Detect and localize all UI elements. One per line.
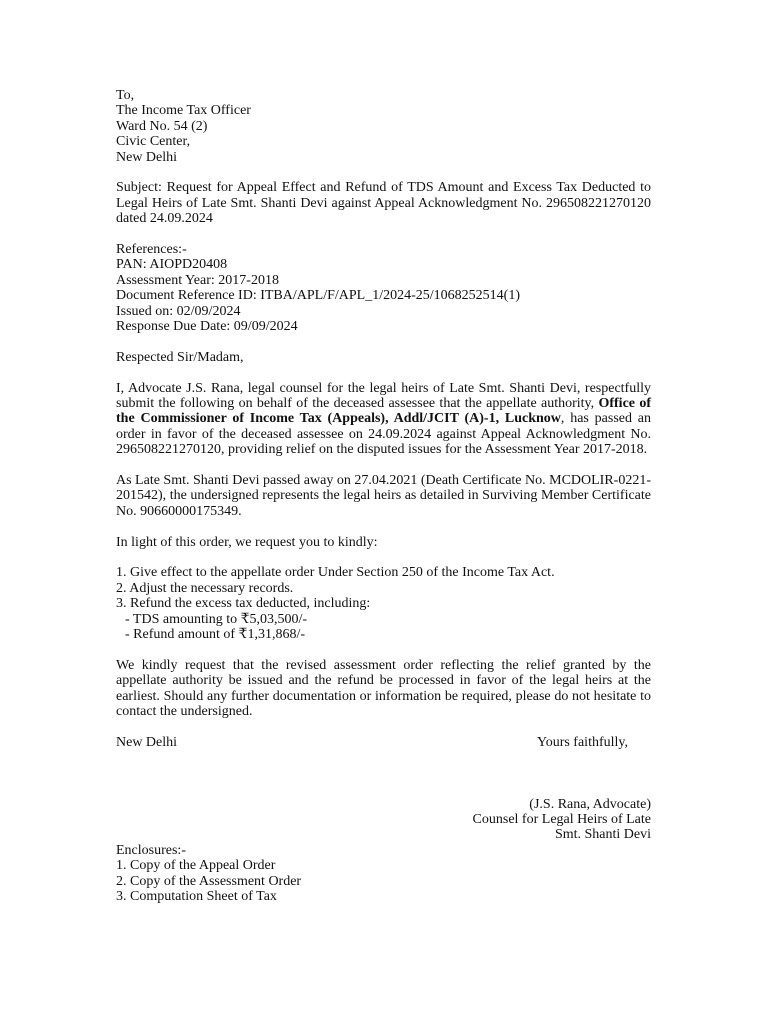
signature-line: (J.S. Rana, Advocate) [529,796,651,812]
signature-line: Smt. Shanti Devi [554,827,651,843]
paragraph-text: , has passed an order in favor of the deceased assessee on 24.09.2024 against Appeal Acknowledgment No. 296508221270120, providing relief on the disputed issues for the Assessment Year 2017-2018. [116,411,651,458]
references-heading: References:- [116,242,187,258]
recipient-line: New Delhi [116,149,178,165]
request-list [116,565,651,642]
appellate-authority-name: Office of the Commissioner of Income Tax (Appeals), Addl/JCIT (A)-1, Lucknow [116,396,651,427]
salutation-to: To, [116,88,135,103]
place-text: New Delhi [116,734,178,750]
recipient-line: Ward No. 54 (2) [116,118,208,134]
paragraph-text: I, Advocate J.S. Rana, legal counsel for the legal heirs of Late Smt. Shanti Devi, respectfully submit the following on behalf of the deceased assessee that the appellate authority, [116,380,651,412]
subject-line: Subject: Request for Appeal Effect and Refund of TDS Amount and Excess Tax Deducted to Legal Heirs of Late Smt. Shanti Devi against Appeal Acknowledgment No. 296508221270120 dated 24.09.2024 [116,180,651,227]
reference-line: Issued on: 02/09/2024 [116,303,241,319]
request-intro: In light of this order, we request you to kindly: [116,534,378,550]
letter-body [116,88,651,904]
paragraph-legal-heirs: As Late Smt. Shanti Devi passed away on 27.04.2021 (Death Certificate No. MCDOLIR-0221-201542), the undersigned represents the legal heirs as detailed in Surviving Member Certificate No. 90660000175349. [116,473,652,519]
paragraph-closing-request: We kindly request that the revised assessment order reflecting the relief granted by the appellate authority be issued and the refund be processed in favor of the legal heirs at the earliest. Should any further documentation or information be required, please do not hesitate to contact the undersigned. [116,657,651,720]
reference-line: Document Reference ID: ITBA/APL/F/APL_1/2024-25/1068252514(1) [116,288,520,304]
enclosures-block [116,843,651,905]
request-item: 1. Give effect to the appellate order Under Section 250 of the Income Tax Act. [116,565,555,581]
enclosures-heading: Enclosures:- [116,842,186,858]
request-item: 3. Refund the excess tax deducted, including: [116,596,371,612]
place-and-closing [116,735,651,750]
reference-line: PAN: AIOPD20408 [116,257,228,273]
enclosure-item: 2. Copy of the Assessment Order [116,873,302,889]
recipient-line: The Income Tax Officer [116,103,251,119]
recipient-block [116,88,651,165]
refund-item: - Refund amount of ₹1,31,868/- [125,627,305,643]
reference-line: Response Due Date: 09/09/2024 [116,319,298,335]
signature-block [116,797,651,843]
greeting: Respected Sir/Madam, [116,349,244,365]
reference-line: Assessment Year: 2017-2018 [116,272,279,288]
enclosure-item: 3. Computation Sheet of Tax [116,888,277,904]
signature-line: Counsel for Legal Heirs of Late [472,811,651,827]
closing-text: Yours faithfully, [536,734,628,750]
paragraph-appeal-order [116,381,651,458]
enclosure-item: 1. Copy of the Appeal Order [116,858,276,874]
refund-item: - TDS amounting to ₹5,03,500/- [125,611,308,627]
recipient-line: Civic Center, [116,134,191,150]
request-item: 2. Adjust the necessary records. [116,580,294,596]
references-block [116,242,651,334]
